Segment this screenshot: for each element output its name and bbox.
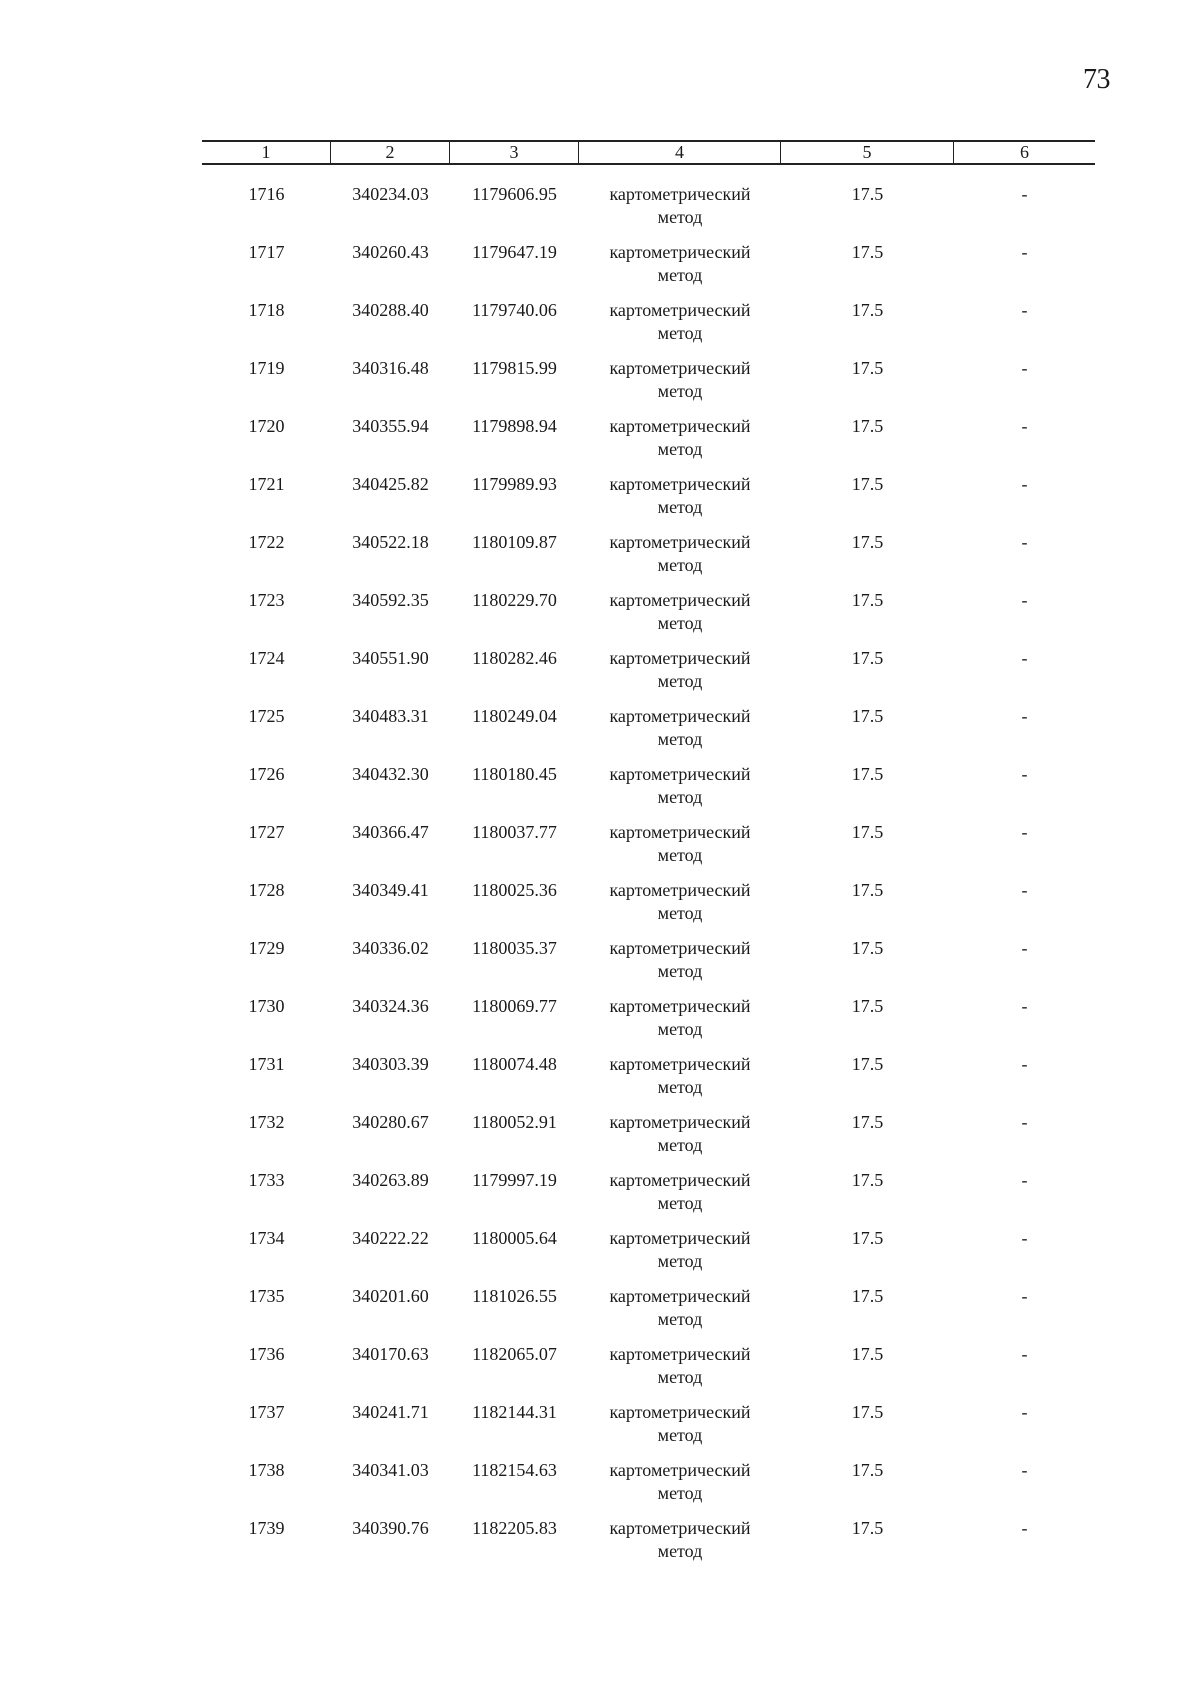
note-cell: - xyxy=(1021,1228,1028,1248)
point-number-cell: 1730 xyxy=(248,996,285,1016)
note-cell: - xyxy=(1021,242,1028,262)
method-line2: метод xyxy=(657,323,703,343)
method-line2: метод xyxy=(657,903,703,923)
y-coordinate-cell: 1180074.48 xyxy=(472,1054,557,1074)
table-row xyxy=(202,1517,1095,1575)
method-cell xyxy=(579,821,781,879)
y-coordinate-cell: 1180035.37 xyxy=(472,938,557,958)
note-cell: - xyxy=(1021,648,1028,668)
error-cell: 17.5 xyxy=(851,1286,884,1306)
method-line2: метод xyxy=(657,1541,703,1561)
method-line2: метод xyxy=(657,1309,703,1329)
note-cell: - xyxy=(1021,822,1028,842)
y-coordinate-cell: 1179740.06 xyxy=(472,300,557,320)
x-coordinate-cell: 340303.39 xyxy=(352,1054,429,1074)
method-line1: картометрический xyxy=(609,880,751,900)
note-cell: - xyxy=(1021,1344,1028,1364)
y-coordinate-cell: 1180069.77 xyxy=(472,996,557,1016)
point-number-cell: 1726 xyxy=(248,764,285,784)
x-coordinate-cell: 340341.03 xyxy=(352,1460,429,1480)
error-cell: 17.5 xyxy=(851,300,884,320)
method-line2: метод xyxy=(657,1483,703,1503)
method-cell xyxy=(579,1517,781,1575)
method-line1: картометрический xyxy=(609,764,751,784)
method-cell xyxy=(579,1053,781,1111)
y-coordinate-cell: 1179606.95 xyxy=(472,184,557,204)
y-coordinate-cell: 1182144.31 xyxy=(472,1402,557,1422)
y-coordinate-cell: 1180005.64 xyxy=(472,1228,557,1248)
table-row xyxy=(202,763,1095,821)
method-line2: метод xyxy=(657,439,703,459)
x-coordinate-cell: 340201.60 xyxy=(352,1286,429,1306)
method-cell xyxy=(579,299,781,357)
table-row xyxy=(202,879,1095,937)
note-cell: - xyxy=(1021,474,1028,494)
method-line1: картометрический xyxy=(609,648,751,668)
method-line2: метод xyxy=(657,1425,703,1445)
method-line1: картометрический xyxy=(609,1112,751,1132)
error-cell: 17.5 xyxy=(851,648,884,668)
method-line1: картометрический xyxy=(609,184,751,204)
note-cell: - xyxy=(1021,938,1028,958)
method-line2: метод xyxy=(657,265,703,285)
method-line2: метод xyxy=(657,671,703,691)
point-number-cell: 1736 xyxy=(248,1344,285,1364)
note-cell: - xyxy=(1021,996,1028,1016)
y-coordinate-cell: 1180180.45 xyxy=(472,764,557,784)
note-cell: - xyxy=(1021,1286,1028,1306)
x-coordinate-cell: 340288.40 xyxy=(352,300,429,320)
method-cell xyxy=(579,1169,781,1227)
method-line2: метод xyxy=(657,961,703,981)
method-line1: картометрический xyxy=(609,938,751,958)
page-number: 73 xyxy=(1083,64,1110,95)
note-cell: - xyxy=(1021,1518,1028,1538)
point-number-cell: 1735 xyxy=(248,1286,285,1306)
method-line2: метод xyxy=(657,1135,703,1155)
table-row xyxy=(202,183,1095,241)
y-coordinate-cell: 1179989.93 xyxy=(472,474,557,494)
table-row xyxy=(202,995,1095,1053)
table-row xyxy=(202,1401,1095,1459)
error-cell: 17.5 xyxy=(851,938,884,958)
method-line2: метод xyxy=(657,1077,703,1097)
point-number-cell: 1717 xyxy=(248,242,285,262)
x-coordinate-cell: 340522.18 xyxy=(352,532,429,552)
point-number-cell: 1721 xyxy=(248,474,285,494)
x-coordinate-cell: 340355.94 xyxy=(352,416,429,436)
table-row xyxy=(202,357,1095,415)
method-line2: метод xyxy=(657,787,703,807)
method-cell xyxy=(579,647,781,705)
point-number-cell: 1729 xyxy=(248,938,285,958)
table-header-row xyxy=(202,140,1095,165)
column-header-5: 5 xyxy=(781,142,954,163)
method-cell xyxy=(579,1111,781,1169)
x-coordinate-cell: 340280.67 xyxy=(352,1112,429,1132)
point-number-cell: 1725 xyxy=(248,706,285,726)
note-cell: - xyxy=(1021,358,1028,378)
note-cell: - xyxy=(1021,416,1028,436)
point-number-cell: 1718 xyxy=(248,300,285,320)
table-row xyxy=(202,473,1095,531)
point-number-cell: 1722 xyxy=(248,532,285,552)
note-cell: - xyxy=(1021,1402,1028,1422)
note-cell: - xyxy=(1021,300,1028,320)
column-header-1: 1 xyxy=(202,142,331,163)
x-coordinate-cell: 340234.03 xyxy=(352,184,429,204)
method-cell xyxy=(579,589,781,647)
method-cell xyxy=(579,1343,781,1401)
method-cell xyxy=(579,357,781,415)
point-number-cell: 1737 xyxy=(248,1402,285,1422)
x-coordinate-cell: 340222.22 xyxy=(352,1228,429,1248)
table-row xyxy=(202,1227,1095,1285)
y-coordinate-cell: 1179815.99 xyxy=(472,358,557,378)
y-coordinate-cell: 1179997.19 xyxy=(472,1170,557,1190)
y-coordinate-cell: 1180282.46 xyxy=(472,648,557,668)
table-row xyxy=(202,937,1095,995)
y-coordinate-cell: 1180109.87 xyxy=(472,532,557,552)
table-body xyxy=(202,183,1095,1575)
x-coordinate-cell: 340260.43 xyxy=(352,242,429,262)
y-coordinate-cell: 1182065.07 xyxy=(472,1344,557,1364)
error-cell: 17.5 xyxy=(851,880,884,900)
note-cell: - xyxy=(1021,184,1028,204)
x-coordinate-cell: 340336.02 xyxy=(352,938,429,958)
method-line1: картометрический xyxy=(609,300,751,320)
method-cell xyxy=(579,995,781,1053)
method-line1: картометрический xyxy=(609,532,751,552)
x-coordinate-cell: 340483.31 xyxy=(352,706,429,726)
table-row xyxy=(202,1285,1095,1343)
x-coordinate-cell: 340425.82 xyxy=(352,474,429,494)
y-coordinate-cell: 1179647.19 xyxy=(472,242,557,262)
table-row xyxy=(202,241,1095,299)
method-line2: метод xyxy=(657,845,703,865)
error-cell: 17.5 xyxy=(851,1228,884,1248)
method-line2: метод xyxy=(657,497,703,517)
y-coordinate-cell: 1180025.36 xyxy=(472,880,557,900)
x-coordinate-cell: 340349.41 xyxy=(352,880,429,900)
point-number-cell: 1732 xyxy=(248,1112,285,1132)
method-line1: картометрический xyxy=(609,1054,751,1074)
error-cell: 17.5 xyxy=(851,706,884,726)
point-number-cell: 1728 xyxy=(248,880,285,900)
method-line1: картометрический xyxy=(609,474,751,494)
coordinates-table xyxy=(202,140,1095,1575)
method-line1: картометрический xyxy=(609,1228,751,1248)
error-cell: 17.5 xyxy=(851,474,884,494)
note-cell: - xyxy=(1021,880,1028,900)
x-coordinate-cell: 340324.36 xyxy=(352,996,429,1016)
note-cell: - xyxy=(1021,1170,1028,1190)
method-cell xyxy=(579,937,781,995)
point-number-cell: 1727 xyxy=(248,822,285,842)
column-header-6: 6 xyxy=(1020,142,1029,162)
y-coordinate-cell: 1180229.70 xyxy=(472,590,557,610)
error-cell: 17.5 xyxy=(851,358,884,378)
table-row xyxy=(202,531,1095,589)
x-coordinate-cell: 340241.71 xyxy=(352,1402,429,1422)
method-line1: картометрический xyxy=(609,1518,751,1538)
method-line1: картометрический xyxy=(609,1286,751,1306)
method-line2: метод xyxy=(657,1251,703,1271)
y-coordinate-cell: 1180037.77 xyxy=(472,822,557,842)
table-row xyxy=(202,647,1095,705)
error-cell: 17.5 xyxy=(851,532,884,552)
table-row xyxy=(202,1169,1095,1227)
y-coordinate-cell: 1180249.04 xyxy=(472,706,557,726)
note-cell: - xyxy=(1021,1054,1028,1074)
error-cell: 17.5 xyxy=(851,822,884,842)
error-cell: 17.5 xyxy=(851,1170,884,1190)
error-cell: 17.5 xyxy=(851,996,884,1016)
table-row xyxy=(202,1053,1095,1111)
column-header-3: 3 xyxy=(450,142,579,163)
error-cell: 17.5 xyxy=(851,590,884,610)
method-line1: картометрический xyxy=(609,706,751,726)
y-coordinate-cell: 1181026.55 xyxy=(472,1286,557,1306)
table-row xyxy=(202,1111,1095,1169)
method-line2: метод xyxy=(657,1367,703,1387)
method-line1: картометрический xyxy=(609,822,751,842)
table-row xyxy=(202,821,1095,879)
column-header-4: 4 xyxy=(579,142,781,163)
method-line1: картометрический xyxy=(609,1170,751,1190)
method-cell xyxy=(579,1459,781,1517)
method-line1: картометрический xyxy=(609,358,751,378)
point-number-cell: 1716 xyxy=(248,184,285,204)
error-cell: 17.5 xyxy=(851,1112,884,1132)
table-row xyxy=(202,705,1095,763)
error-cell: 17.5 xyxy=(851,764,884,784)
method-line2: метод xyxy=(657,1019,703,1039)
error-cell: 17.5 xyxy=(851,242,884,262)
x-coordinate-cell: 340432.30 xyxy=(352,764,429,784)
table-row xyxy=(202,1343,1095,1401)
note-cell: - xyxy=(1021,1460,1028,1480)
method-cell xyxy=(579,1285,781,1343)
point-number-cell: 1738 xyxy=(248,1460,285,1480)
error-cell: 17.5 xyxy=(851,1054,884,1074)
method-line1: картометрический xyxy=(609,416,751,436)
y-coordinate-cell: 1179898.94 xyxy=(472,416,557,436)
error-cell: 17.5 xyxy=(851,184,884,204)
method-cell xyxy=(579,1401,781,1459)
method-line2: метод xyxy=(657,729,703,749)
error-cell: 17.5 xyxy=(851,1518,884,1538)
error-cell: 17.5 xyxy=(851,1460,884,1480)
x-coordinate-cell: 340263.89 xyxy=(352,1170,429,1190)
method-line2: метод xyxy=(657,1193,703,1213)
note-cell: - xyxy=(1021,590,1028,610)
method-line1: картометрический xyxy=(609,242,751,262)
point-number-cell: 1720 xyxy=(248,416,285,436)
method-line1: картометрический xyxy=(609,996,751,1016)
x-coordinate-cell: 340316.48 xyxy=(352,358,429,378)
note-cell: - xyxy=(1021,764,1028,784)
method-cell xyxy=(579,415,781,473)
method-cell xyxy=(579,183,781,241)
method-line2: метод xyxy=(657,613,703,633)
point-number-cell: 1734 xyxy=(248,1228,285,1248)
table-row xyxy=(202,415,1095,473)
table-row xyxy=(202,589,1095,647)
method-cell xyxy=(579,705,781,763)
method-line1: картометрический xyxy=(609,1344,751,1364)
point-number-cell: 1723 xyxy=(248,590,285,610)
x-coordinate-cell: 340551.90 xyxy=(352,648,429,668)
error-cell: 17.5 xyxy=(851,1402,884,1422)
point-number-cell: 1731 xyxy=(248,1054,285,1074)
method-line2: метод xyxy=(657,381,703,401)
x-coordinate-cell: 340390.76 xyxy=(352,1518,429,1538)
note-cell: - xyxy=(1021,532,1028,552)
method-cell xyxy=(579,1227,781,1285)
point-number-cell: 1733 xyxy=(248,1170,285,1190)
note-cell: - xyxy=(1021,1112,1028,1132)
method-line1: картометрический xyxy=(609,590,751,610)
point-number-cell: 1724 xyxy=(248,648,285,668)
method-line1: картометрический xyxy=(609,1460,751,1480)
error-cell: 17.5 xyxy=(851,1344,884,1364)
method-cell xyxy=(579,241,781,299)
x-coordinate-cell: 340592.35 xyxy=(352,590,429,610)
method-cell xyxy=(579,879,781,937)
x-coordinate-cell: 340170.63 xyxy=(352,1344,429,1364)
point-number-cell: 1739 xyxy=(248,1518,285,1538)
y-coordinate-cell: 1182154.63 xyxy=(472,1460,557,1480)
point-number-cell: 1719 xyxy=(248,358,285,378)
y-coordinate-cell: 1180052.91 xyxy=(472,1112,557,1132)
y-coordinate-cell: 1182205.83 xyxy=(472,1518,557,1538)
method-cell xyxy=(579,473,781,531)
method-line2: метод xyxy=(657,555,703,575)
method-line2: метод xyxy=(657,207,703,227)
x-coordinate-cell: 340366.47 xyxy=(352,822,429,842)
column-header-2: 2 xyxy=(331,142,450,163)
error-cell: 17.5 xyxy=(851,416,884,436)
table-row xyxy=(202,299,1095,357)
table-row xyxy=(202,1459,1095,1517)
method-cell xyxy=(579,763,781,821)
method-line1: картометрический xyxy=(609,1402,751,1422)
method-cell xyxy=(579,531,781,589)
note-cell: - xyxy=(1021,706,1028,726)
